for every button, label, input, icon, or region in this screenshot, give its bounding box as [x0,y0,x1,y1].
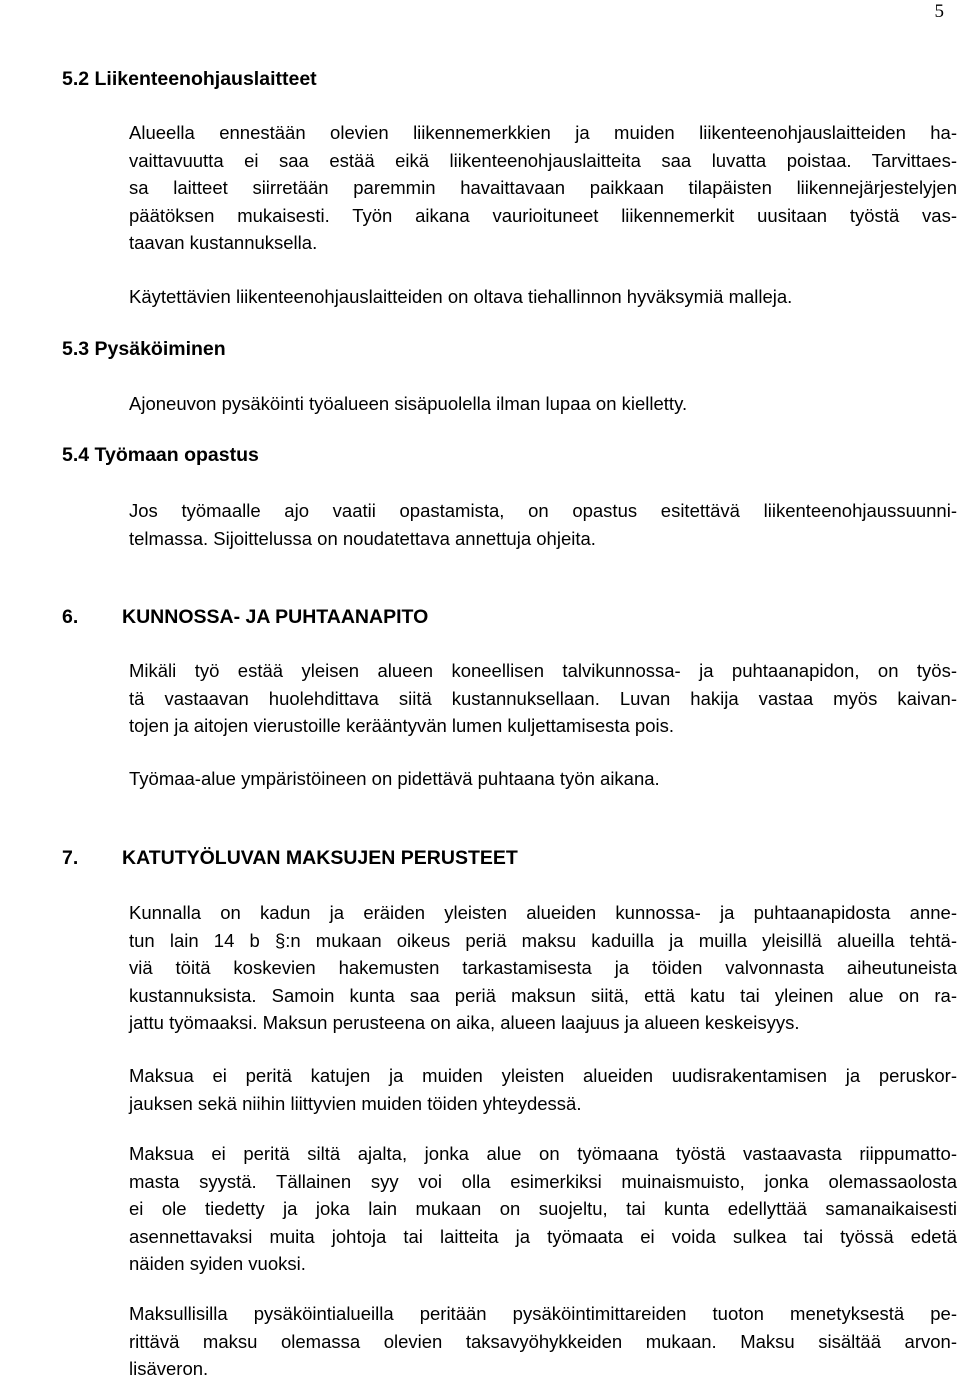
paragraph-line: Työmaa-alue ympäristöineen on pidettävä puhtaana työn aikana. [129,768,660,789]
paragraph-line: asennettavaksi muita johtoja tai laitteita ja työmaata ei voida sulkea tai työssä edetä [129,1225,957,1247]
paragraph-7-4 [129,1300,957,1383]
paragraph-line: ei ole tiedetty ja joka lain mukaan on suojeltu, tai kunta edellyttää samanaikaisesti [129,1198,957,1220]
paragraph-line: viä töitä koskevien hakemusten tarkastamisesta ja töiden valvonnasta aiheutuneista [129,957,957,979]
paragraph-line: tun lain 14 b §:n mukaan oikeus periä maksu kaduilla ja muilla yleisillä alueilla tehtä- [129,929,957,951]
paragraph-line: päätöksen mukaisesti. Työn aikana vaurioituneet liikennemerkit uusitaan työstä vas- [129,204,957,226]
paragraph-5-3-1 [129,390,957,418]
paragraph-line: näiden syiden vuoksi. [129,1253,306,1275]
paragraph-line: tä vastaavan huolehdittava siitä kustannuksellaan. Luvan hakija vastaa myös kaivan- [129,687,957,709]
paragraph-line: taavan kustannuksella. [129,232,318,254]
paragraph-line: lisäveron. [129,1358,209,1380]
paragraph-line: sa laitteet siirretään paremmin havaittavaan paikkaan tilapäisten liikennejärjestelyjen [129,177,957,199]
paragraph-5-2-1 [129,119,957,257]
paragraph-5-2-2 [129,283,957,311]
paragraph-line: Ajoneuvon pysäköinti työalueen sisäpuolella ilman lupaa on kielletty. [129,393,688,414]
paragraph-5-4-1 [129,497,957,552]
paragraph-line: Kunnalla on kadun ja eräiden yleisten alueiden kunnossa- ja puhtaanapidosta anne- [129,902,957,923]
section-number-6: 6. [62,606,79,628]
paragraph-7-2 [129,1062,957,1117]
paragraph-line: vaittavuutta ei saa estää eikä liikenteenohjauslaitteita saa luvatta poistaa. Tarvittaes- [129,149,957,171]
paragraph-line: kustannuksista. Samoin kunta saa periä maksun siitä, että katu tai yleinen alue on ra- [129,984,957,1006]
section-title-6: KUNNOSSA- JA PUHTAANAPITO [122,606,429,628]
paragraph-7-1 [129,899,957,1037]
paragraph-line: Mikäli työ estää yleisen alueen koneellisen talvikunnossa- ja puhtaanapidon, on työs- [129,660,957,681]
paragraph-line: jattu työmaaksi. Maksun perusteena on aika, alueen laajuus ja alueen keskeisyys. [129,1012,800,1034]
paragraph-6-1 [129,657,957,740]
paragraph-line: jauksen sekä niihin liittyvien muiden töiden yhteydessä. [129,1092,582,1114]
paragraph-line: Käytettävien liikenteenohjauslaitteiden on oltava tiehallinnon hyväksymiä malleja. [129,286,793,307]
paragraph-line: rittävä maksu olemassa olevien taksavyöhykkeiden mukaan. Maksu sisältää arvon- [129,1330,957,1352]
page-number: 5 [934,1,944,22]
paragraph-line: telmassa. Sijoittelussa on noudatettava annettuja ohjeita. [129,527,596,549]
paragraph-line: tojen ja aitojen vierustoille kerääntyvän lumen kuljettamisesta pois. [129,715,675,737]
section-title-7: KATUTYÖLUVAN MAKSUJEN PERUSTEET [122,847,518,869]
section-heading-5-4: 5.4 Työmaan opastus [62,444,259,466]
paragraph-line: masta syystä. Tällainen syy voi olla esimerkiksi muinaismuisto, jonka olemassaolosta [129,1170,957,1192]
paragraph-6-2 [129,765,957,793]
paragraph-line: Maksua ei peritä katujen ja muiden yleisten alueiden uudisrakentamisen ja peruskor- [129,1065,957,1086]
paragraph-line: Jos työmaalle ajo vaatii opastamista, on opastus esitettävä liikenteenohjaussuunni- [129,500,957,521]
section-heading-5-3: 5.3 Pysäköiminen [62,338,226,360]
paragraph-7-3 [129,1140,957,1278]
paragraph-line: Maksullisilla pysäköintialueilla peritään pysäköintimittareiden tuoton menetyksestä pe- [129,1303,957,1324]
paragraph-line: Maksua ei peritä siltä ajalta, jonka alue on työmaana työstä vastaavasta riippumatto- [129,1143,957,1164]
section-heading-5-2: 5.2 Liikenteenohjauslaitteet [62,68,317,90]
paragraph-line: Alueella ennestään olevien liikennemerkkien ja muiden liikenteenohjauslaitteiden ha- [129,122,957,143]
section-number-7: 7. [62,847,79,869]
